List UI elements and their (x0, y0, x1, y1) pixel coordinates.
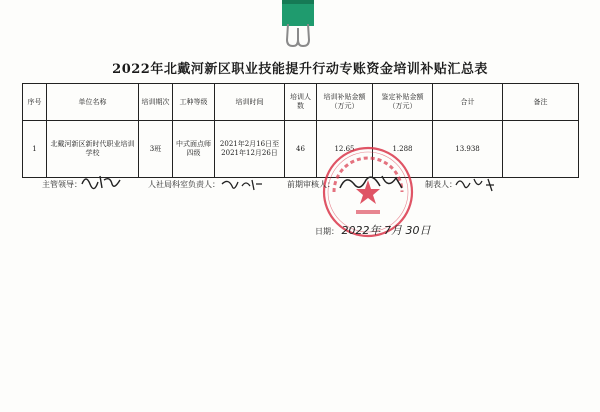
col-header-sessions: 培训期次 (139, 84, 173, 121)
date-label: 日期： (315, 227, 339, 236)
cell-appraisal-subsidy: 1.288 (373, 121, 433, 178)
binder-clip-image (279, 0, 317, 48)
office-head-label: 人社局科室负责人： (148, 180, 220, 189)
col-header-trade-level: 工种等级 (173, 84, 215, 121)
cell-trade-level: 中式面点师四级 (173, 121, 215, 178)
cell-remarks (503, 121, 579, 178)
col-header-index: 序号 (23, 84, 47, 121)
date-row (315, 222, 431, 238)
cell-unit: 北戴河新区新时代职业培训学校 (47, 121, 139, 178)
office-head-signature (220, 176, 264, 194)
supervisor-signature (80, 172, 124, 192)
col-header-training-subsidy: 培训补贴金额（万元） (317, 84, 373, 121)
cell-training-subsidy: 12.65 (317, 121, 373, 178)
pre-reviewer-label: 前期审核人： (287, 180, 335, 189)
cell-index: 1 (23, 121, 47, 178)
col-header-remarks: 备注 (503, 84, 579, 121)
subsidy-table (22, 83, 579, 178)
table-row (23, 121, 579, 178)
table-header-row (23, 84, 579, 121)
pre-reviewer-signature (336, 170, 406, 196)
col-header-training-time: 培训时间 (215, 84, 285, 121)
col-header-total: 合计 (433, 84, 503, 121)
supervisor-label: 主管领导： (42, 180, 82, 189)
preparer-signature (454, 175, 498, 193)
cell-sessions: 3班 (139, 121, 173, 178)
preparer-label: 制表人： (425, 180, 457, 189)
col-header-unit: 单位名称 (47, 84, 139, 121)
date-value: 2022年 7月 30日 (341, 224, 431, 237)
cell-trainees: 46 (285, 121, 317, 178)
cell-total: 13.938 (433, 121, 503, 178)
page-title: 2022年北戴河新区职业技能提升行动专账资金培训补贴汇总表 (112, 62, 488, 77)
col-header-appraisal-subsidy: 鉴定补贴金额（万元） (373, 84, 433, 121)
col-header-trainees: 培训人数 (285, 84, 317, 121)
cell-training-time: 2021年2月16日至2021年12月26日 (215, 121, 285, 178)
